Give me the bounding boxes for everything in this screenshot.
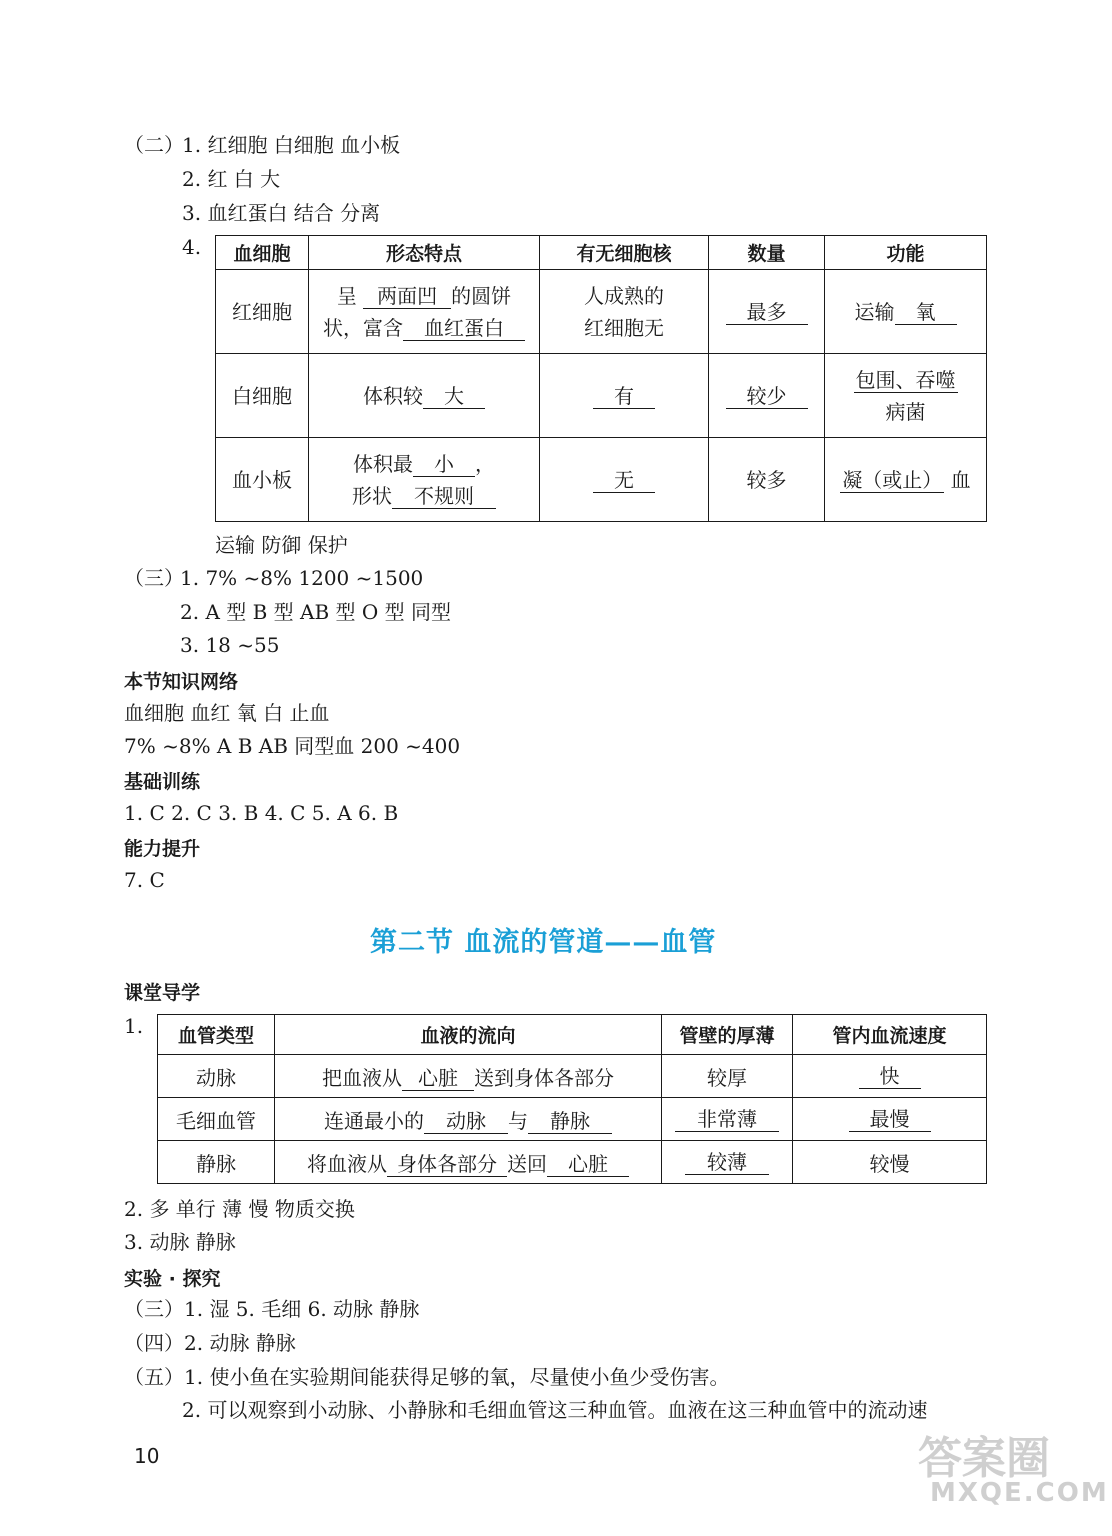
cell-count: 较多 [709, 438, 825, 522]
blood-cell-table [215, 235, 987, 522]
table-header: 管内血流速度 [793, 1015, 987, 1055]
s2-item-3: 3. 血红蛋白 结合 分离 [182, 201, 381, 225]
watermark-url: MXQE.COM [930, 1478, 1109, 1508]
table-row [216, 270, 987, 354]
cell-nucleus: 有 [540, 354, 709, 438]
cell-nucleus: 人成熟的 红细胞无 [540, 270, 709, 354]
cell-count: 较少 [709, 354, 825, 438]
s3-item-2: 2. A 型 B 型 AB 型 O 型 同型 [180, 600, 451, 624]
cell-speed: 较慢 [793, 1141, 987, 1184]
cell-wall: 较薄 [662, 1141, 793, 1184]
basic-training-heading: 基础训练 [124, 771, 201, 793]
s3-item-3: 3. 18 ~55 [180, 633, 280, 657]
cell-function: 凝（或止） 血 [825, 438, 987, 522]
table-header: 血管类型 [158, 1015, 275, 1055]
basic-answers: 1. C 2. C 3. B 4. C 5. A 6. B [124, 801, 399, 825]
table-row [158, 1098, 987, 1141]
section-title: 第二节 血流的管道——血管 [370, 927, 717, 958]
table-row [216, 438, 987, 522]
s2-item-1: 1. 红细胞 白细胞 血小板 [182, 133, 401, 157]
table-row [158, 1055, 987, 1098]
cell-type: 动脉 [158, 1055, 275, 1098]
net-line-1: 血细胞 血红 氧 白 止血 [124, 701, 330, 725]
guide-item-2: 2. 多 单行 薄 慢 物质交换 [124, 1197, 355, 1221]
cell-wall: 较厚 [662, 1055, 793, 1098]
cell-name: 红细胞 [216, 270, 309, 354]
cell-type: 毛细血管 [158, 1098, 275, 1141]
cell-count: 最多 [709, 270, 825, 354]
section-3-label: （三） [124, 566, 184, 590]
s2-item-4: 4. [182, 235, 202, 259]
guide-item-3: 3. 动脉 静脉 [124, 1230, 236, 1254]
cell-speed: 快 [793, 1055, 987, 1098]
s2-after-table: 运输 防御 保护 [215, 533, 348, 557]
watermark-logo: 答案圈 [918, 1433, 1050, 1484]
blood-vessel-table [157, 1014, 987, 1184]
cell-shape: 呈 两面凹 的圆饼 状，富含 血红蛋白 [309, 270, 540, 354]
net-line-2: 7% ~8% A B AB 同型血 200 ~400 [124, 734, 461, 758]
cell-type: 静脉 [158, 1141, 275, 1184]
experiment-heading: 实验 · 探究 [124, 1268, 221, 1290]
cell-flow: 把血液从 心脏 送到身体各部分 [275, 1055, 662, 1098]
cell-name: 白细胞 [216, 354, 309, 438]
cell-nucleus: 无 [540, 438, 709, 522]
cell-function: 包围、吞噬 病菌 [825, 354, 987, 438]
table-header: 形态特点 [309, 236, 540, 270]
page-number: 10 [134, 1444, 160, 1468]
classroom-guide-heading: 课堂导学 [124, 982, 201, 1004]
cell-shape: 体积较 大 [309, 354, 540, 438]
table-header: 数量 [709, 236, 825, 270]
exp-line-2: （四）2. 动脉 静脉 [124, 1331, 296, 1355]
table-header: 功能 [825, 236, 987, 270]
section-2-label: （二） [124, 133, 184, 157]
knowledge-network-heading: 本节知识网络 [124, 671, 239, 693]
table-header: 有无细胞核 [540, 236, 709, 270]
guide-item-1: 1. [124, 1014, 144, 1038]
cell-speed: 最慢 [793, 1098, 987, 1141]
s3-item-1: 1. 7% ~8% 1200 ~1500 [180, 566, 424, 590]
exp-line-3: （五）1. 使小鱼在实验期间能获得足够的氧，尽量使小鱼少受伤害。 [124, 1365, 730, 1389]
cell-flow: 将血液从 身体各部分 送回 心脏 [275, 1141, 662, 1184]
ability-heading: 能力提升 [124, 838, 201, 860]
exp-line-1: （三）1. 湿 5. 毛细 6. 动脉 静脉 [124, 1297, 420, 1321]
exp-line-4: 2. 可以观察到小动脉、小静脉和毛细血管这三种血管。血液在这三种血管中的流动速 [182, 1398, 928, 1422]
table-row [216, 354, 987, 438]
s2-item-2: 2. 红 白 大 [182, 167, 281, 191]
cell-shape: 体积最 小 ， 形状 不规则 [309, 438, 540, 522]
table-row [158, 1141, 987, 1184]
cell-flow: 连通最小的 动脉 与 静脉 [275, 1098, 662, 1141]
table-header: 血液的流向 [275, 1015, 662, 1055]
table-header: 管壁的厚薄 [662, 1015, 793, 1055]
ability-answers: 7. C [124, 868, 165, 892]
cell-wall: 非常薄 [662, 1098, 793, 1141]
cell-function: 运输 氧 [825, 270, 987, 354]
cell-name: 血小板 [216, 438, 309, 522]
table-header: 血细胞 [216, 236, 309, 270]
